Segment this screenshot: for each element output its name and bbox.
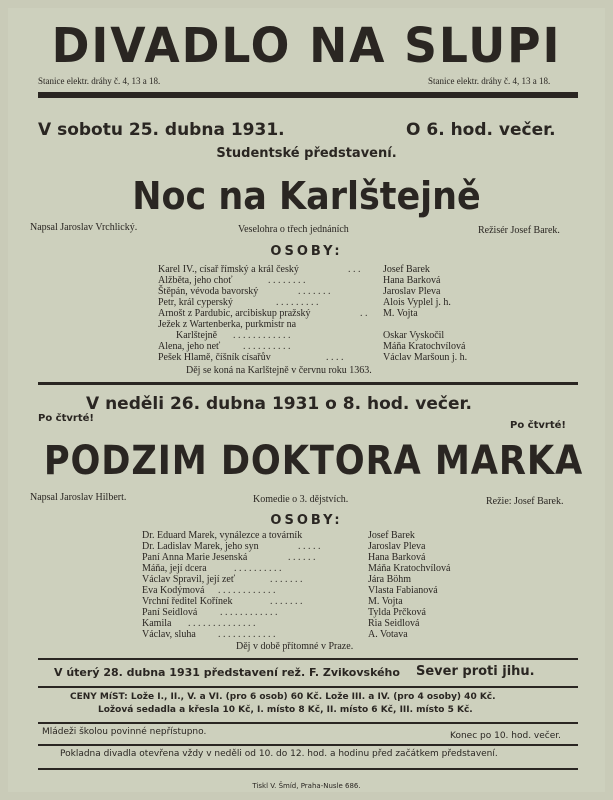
cast-actor: Jaroslav Pleva [368,541,426,552]
cast-dots: . . . . . . . . . . [243,341,291,352]
cast-dots: . . . . . . . . . . . . [220,607,278,618]
cast-actor: Máňa Kratochvílová [383,341,466,352]
show2-setting: Děj v době přítomné v Praze. [236,641,354,652]
show2-title: PODZIM DOKTORA MARKA [43,438,584,484]
cast-actor: Ria Seidlová [368,618,420,629]
section-rule [38,382,578,385]
show1-time: O 6. hod. večer. [406,120,556,140]
cast-role: Paní Seidlová [142,607,198,618]
cast-dots: . . . . . . . [298,286,331,297]
cast-actor: Jaroslav Pleva [383,286,441,297]
cast-dots: . . . . . . . . . . . . [218,629,276,640]
cast-dots: . . . . . . . . . . [234,563,282,574]
cast-actor: Josef Barek [368,530,415,541]
cast-role: Paní Anna Marie Jesenská [142,552,248,563]
tram-info-right: Stanice elektr. dráhy č. 4, 13 a 18. [428,76,551,86]
cast-actor: Vlasta Fabianová [368,585,438,596]
cast-dots: . . . . . . [288,552,316,563]
section-rule [38,686,578,688]
show2-fourth-right: Po čtvrté! [510,420,566,431]
cast-role: Eva Kodýmová [142,585,205,596]
cast-actor: M. Vojta [368,596,403,607]
printer-credit: Tiskl V. Šmíd, Praha-Nusle 686. [252,782,361,790]
cast-role: Karlštejně [176,330,218,341]
show1-genre: Veselohra o třech jednáních [238,224,349,235]
show2-cast-heading: OSOBY: [270,513,343,528]
cast-dots: . . . . . . . [270,574,303,585]
show3-text: V úterý 28. dubna 1931 představení rež. F. Zvikovského [54,666,400,679]
cast-dots: . . . . . . . . [268,275,306,286]
cast-role: Máňa, její dcera [142,563,207,574]
cast-actor: Oskar Vyskočil [383,330,445,341]
theatre-name: DIVADLO NA SLUPI [51,18,562,74]
show2-author: Napsal Jaroslav Hilbert. [30,492,127,503]
show2-genre: Komedie o 3. dějstvích. [253,494,349,505]
cast-dots: . . [360,308,368,319]
cast-dots: . . . . . . . . . . . . [218,585,276,596]
cast-actor: Alois Vyplel j. h. [383,297,451,308]
cast-actor: Václav Maršoun j. h. [383,352,468,363]
cast-dots: . . . . . . . [270,596,303,607]
theatre-poster [8,8,605,792]
cast-role: Dr. Ladislav Marek, jeho syn [142,541,259,552]
cast-role: Karel IV., císař římský a král český [158,264,299,275]
note-end: Konec po 10. hod. večer. [450,731,561,741]
section-rule [38,722,578,724]
cast-role: Dr. Eduard Marek, vynálezce a továrník [142,530,303,541]
cast-dots: . . . . [326,352,344,363]
show1-title: Noc na Karlštejně [132,174,481,218]
cast-actor: Hana Barková [383,275,441,286]
cast-role: Petr, král cyperský [158,297,233,308]
prices-line2: Ložová sedadla a křesla 10 Kč, I. místo 8 Kč, II. místo 6 Kč, III. místo 5 Kč. [98,705,473,715]
cast-role: Václav Spravil, její zeť [142,574,236,585]
cast-role: Arnošt z Pardubic, arcibiskup pražský [158,308,311,319]
show3-title: Sever proti jihu. [416,664,535,679]
cast-actor: M. Vojta [383,308,418,319]
cast-actor: Hana Barková [368,552,426,563]
cast-actor: Jára Böhm [368,574,412,585]
section-rule [38,768,578,770]
cast-dots: . . . . . . . . . . . . [233,330,291,341]
cast-actor: Tylda Prčková [368,607,426,618]
cast-role: Kamila [142,618,172,629]
show1-setting: Děj se koná na Karlštejně v červnu roku 1363. [186,365,372,376]
show2-date: V neděli 26. dubna 1931 o 8. hod. večer. [86,394,472,414]
cast-role: Pešek Hlamě, číšník císařův [158,352,271,363]
cast-dots: . . . . . [298,541,321,552]
note-youth: Mládeži školou povinné nepřístupno. [42,727,207,737]
cast-role: Alena, jeho neť [158,341,221,352]
section-rule [38,744,578,746]
cast-role: Ježek z Wartenberka, purkmistr na [158,319,297,330]
cast-role: Vrchní ředitel Kořínek [142,596,233,607]
show1-author: Napsal Jaroslav Vrchlický. [30,222,138,233]
show2-director: Režie: Josef Barek. [486,496,564,507]
show1-note: Studentské představení. [216,146,397,161]
cast-role: Václav, sluha [142,629,196,640]
header-rule [38,92,578,98]
cast-role: Štěpán, vévoda bavorský [158,286,259,297]
show1-director: Režisér Josef Barek. [478,225,560,236]
cast-dots: . . . [348,264,361,275]
note-box-office: Pokladna divadla otevřena vždy v neděli od 10. do 12. hod. a hodinu před začátkem představení. [60,749,498,759]
prices-line1: CENY MíST: Lože I., II., V. a VI. (pro 6 osob) 60 Kč. Lože III. a IV. (pro 4 osoby) 40 Kč. [70,692,496,702]
tram-info-left: Stanice elektr. dráhy č. 4, 13 a 18. [38,76,161,86]
cast-actor: A. Votava [368,629,408,640]
cast-dots: . . . . . . . . . [276,297,319,308]
cast-actor: Josef Barek [383,264,430,275]
section-rule [38,658,578,660]
cast-role: Alžběta, jeho choť [158,275,233,286]
cast-dots: . . . . . . . . . . . . . . [188,618,256,629]
show1-cast-heading: OSOBY: [270,244,343,259]
show2-fourth-left: Po čtvrté! [38,413,94,424]
show1-date: V sobotu 25. dubna 1931. [38,120,285,140]
cast-actor: Máňa Kratochvílová [368,563,451,574]
